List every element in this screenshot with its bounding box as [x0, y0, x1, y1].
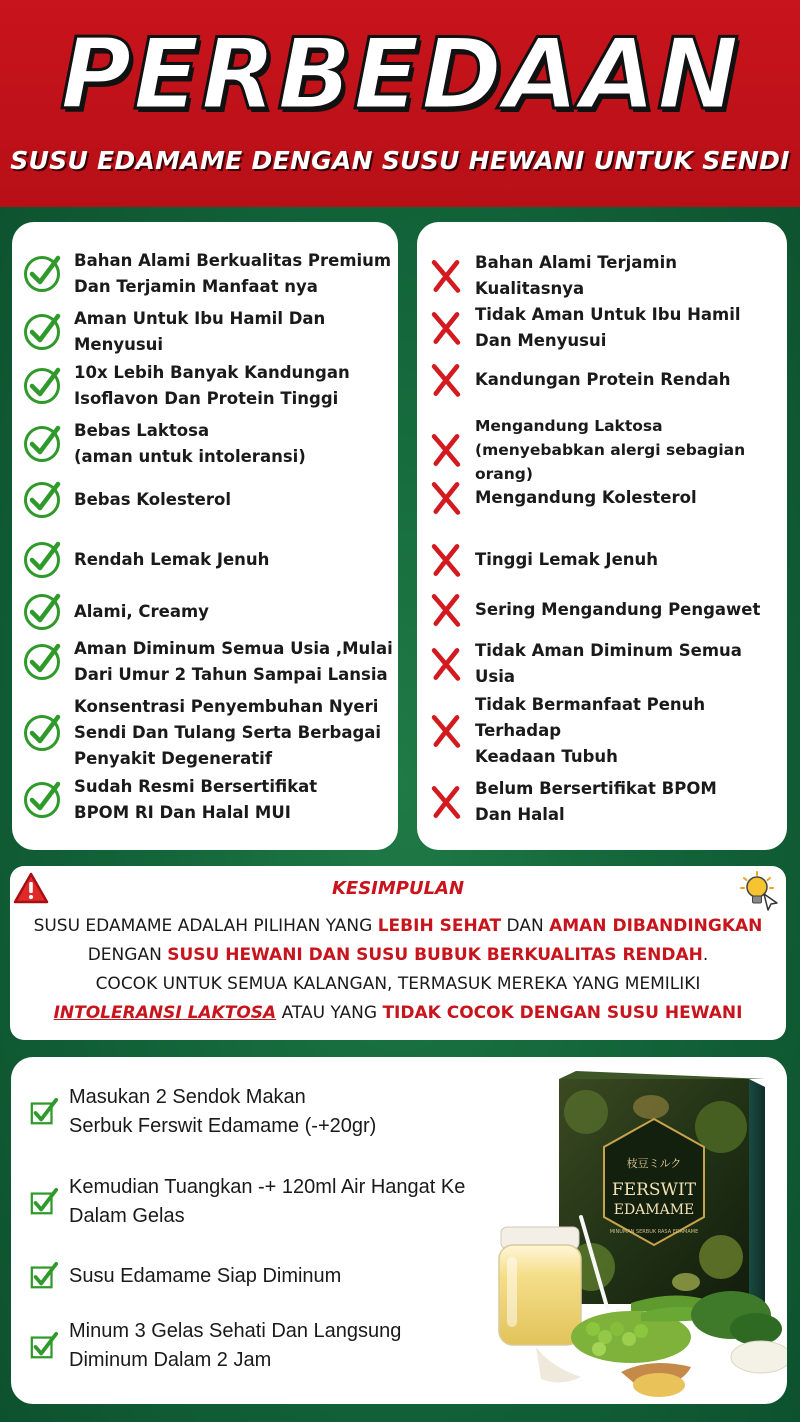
x-mark-icon — [429, 256, 463, 296]
check-circle-icon — [22, 480, 62, 520]
check-circle-icon — [22, 592, 62, 632]
step-text: Dalam Gelas — [69, 1205, 185, 1227]
item-text: Penyakit Degeneratif — [74, 749, 272, 768]
list-item — [429, 590, 787, 630]
item-text: Sudah Resmi Bersertifikat — [74, 777, 318, 796]
page-title: PERBEDAAN — [60, 18, 740, 132]
item-text: Menyusui — [74, 335, 164, 354]
step-text: Susu Edamame Siap Diminum — [69, 1264, 342, 1287]
list-item — [429, 360, 787, 400]
page-subtitle: SUSU EDAMAME DENGAN SUSU HEWANI UNTUK SENDI — [10, 146, 790, 175]
check-circle-icon — [22, 780, 62, 820]
check-circle-icon — [22, 642, 62, 682]
item-text: Isoflavon Dan Protein Tinggi — [74, 389, 339, 408]
product-tagline: MINUMAN SERBUK RASA EDAMAME — [609, 1229, 699, 1235]
item-text: Keadaan Tubuh — [475, 747, 618, 766]
x-mark-icon — [429, 782, 463, 822]
list-item — [429, 478, 787, 518]
item-text: Belum Bersertifikat BPOM — [475, 779, 717, 798]
item-text: Tidak Aman Diminum Semua Usia — [475, 641, 742, 686]
item-text: BPOM RI Dan Halal MUI — [74, 803, 291, 822]
list-item — [22, 636, 394, 688]
product-name: EDAMAME — [613, 1202, 695, 1218]
x-mark-icon — [429, 308, 463, 348]
product-image — [481, 1067, 787, 1404]
list-item — [22, 774, 394, 826]
list-item — [429, 414, 787, 486]
item-text: Bahan Alami Berkualitas Premium — [74, 251, 392, 270]
list-item — [22, 306, 394, 358]
list-item — [429, 302, 787, 354]
list-item — [429, 540, 787, 580]
serving-steps-card — [11, 1057, 787, 1404]
item-text: (aman untuk intoleransi) — [74, 447, 306, 466]
list-item — [22, 540, 394, 580]
step-text: Masukan 2 Sendok Makan — [69, 1086, 306, 1108]
item-text: Bebas Laktosa — [74, 421, 210, 440]
header-banner — [0, 0, 800, 207]
item-text: Dan Terjamin Manfaat nya — [74, 277, 318, 296]
item-text: Aman Untuk Ibu Hamil Dan — [74, 309, 326, 328]
check-circle-icon — [22, 254, 62, 294]
item-text: Sering Mengandung Pengawet — [475, 600, 761, 619]
item-text: (menyebabkan alergi sebagian orang) — [475, 441, 746, 483]
product-jp-label: 枝豆ミルク — [626, 1157, 682, 1170]
checkbox-icon — [29, 1261, 59, 1291]
step-item — [29, 1083, 376, 1141]
item-text: Mengandung Kolesterol — [475, 488, 697, 507]
checkbox-icon — [29, 1097, 59, 1127]
step-text: Diminum Dalam 2 Jam — [69, 1349, 272, 1371]
x-mark-icon — [429, 430, 463, 470]
check-circle-icon — [22, 713, 62, 753]
list-item — [429, 692, 787, 770]
x-mark-icon — [429, 478, 463, 518]
step-text: Serbuk Ferswit Edamame (-+20gr) — [69, 1115, 377, 1137]
item-text: Dari Umur 2 Tahun Sampai Lansia — [74, 665, 388, 684]
x-mark-icon — [429, 644, 463, 684]
step-text: Minum 3 Gelas Sehati Dan Langsung — [69, 1320, 402, 1342]
item-text: Tinggi Lemak Jenuh — [475, 550, 658, 569]
item-text: 10x Lebih Banyak Kandungan — [74, 363, 350, 382]
checkbox-icon — [29, 1187, 59, 1217]
list-item — [22, 360, 394, 412]
item-text: Konsentrasi Penyembuhan Nyeri — [74, 697, 379, 716]
item-text: Mengandung Laktosa — [475, 417, 663, 435]
item-text: Bebas Kolesterol — [74, 490, 231, 509]
conclusion-title: KESIMPULAN — [331, 878, 465, 899]
step-item — [29, 1261, 341, 1291]
item-text: Alami, Creamy — [74, 602, 209, 621]
item-text: Bahan Alami Terjamin Kualitasnya — [475, 253, 678, 298]
step-item — [29, 1173, 465, 1231]
benefits-card — [12, 222, 398, 850]
check-circle-icon — [22, 366, 62, 406]
list-item — [22, 480, 394, 520]
list-item — [429, 638, 787, 690]
x-mark-icon — [429, 590, 463, 630]
conclusion-box — [10, 866, 786, 1040]
x-mark-icon — [429, 711, 463, 751]
x-mark-icon — [429, 540, 463, 580]
item-text: Tidak Aman Untuk Ibu Hamil — [475, 305, 741, 324]
checkbox-icon — [29, 1331, 59, 1361]
check-circle-icon — [22, 540, 62, 580]
check-circle-icon — [22, 424, 62, 464]
list-item — [22, 592, 394, 632]
item-text: Dan Menyusui — [475, 331, 607, 350]
item-text: Aman Diminum Semua Usia ,Mulai — [74, 639, 393, 658]
step-text: Kemudian Tuangkan -+ 120ml Air Hangat Ke — [69, 1176, 466, 1198]
conclusion-text: SUSU EDAMAME ADALAH PILIHAN YANG LEBIH SEHAT DAN AMAN DIBANDINGKAN DENGAN SUSU HEWANI DAN SUSU BUBUK BERKUALITAS RENDAH. COCOK UNTUK SEMUA KALANGAN, TERMASUK MEREKA YANG MEMILIKI INTOLERANSI LAKTOSA ATAU YANG TIDAK COCOK DENGAN SUSU HEWANI — [33, 916, 763, 1023]
drawbacks-card — [417, 222, 787, 850]
step-item — [29, 1317, 401, 1375]
list-item — [429, 776, 787, 828]
item-text: Rendah Lemak Jenuh — [74, 550, 270, 569]
list-item — [22, 418, 394, 470]
item-text: Tidak Bermanfaat Penuh Terhadap — [475, 695, 706, 740]
check-circle-icon — [22, 312, 62, 352]
list-item — [429, 250, 787, 302]
list-item — [22, 694, 394, 772]
item-text: Sendi Dan Tulang Serta Berbagai — [74, 723, 382, 742]
item-text: Kandungan Protein Rendah — [475, 370, 731, 389]
item-text: Dan Halal — [475, 805, 565, 824]
product-brand: FERSWIT — [611, 1180, 697, 1200]
list-item — [22, 248, 394, 300]
x-mark-icon — [429, 360, 463, 400]
